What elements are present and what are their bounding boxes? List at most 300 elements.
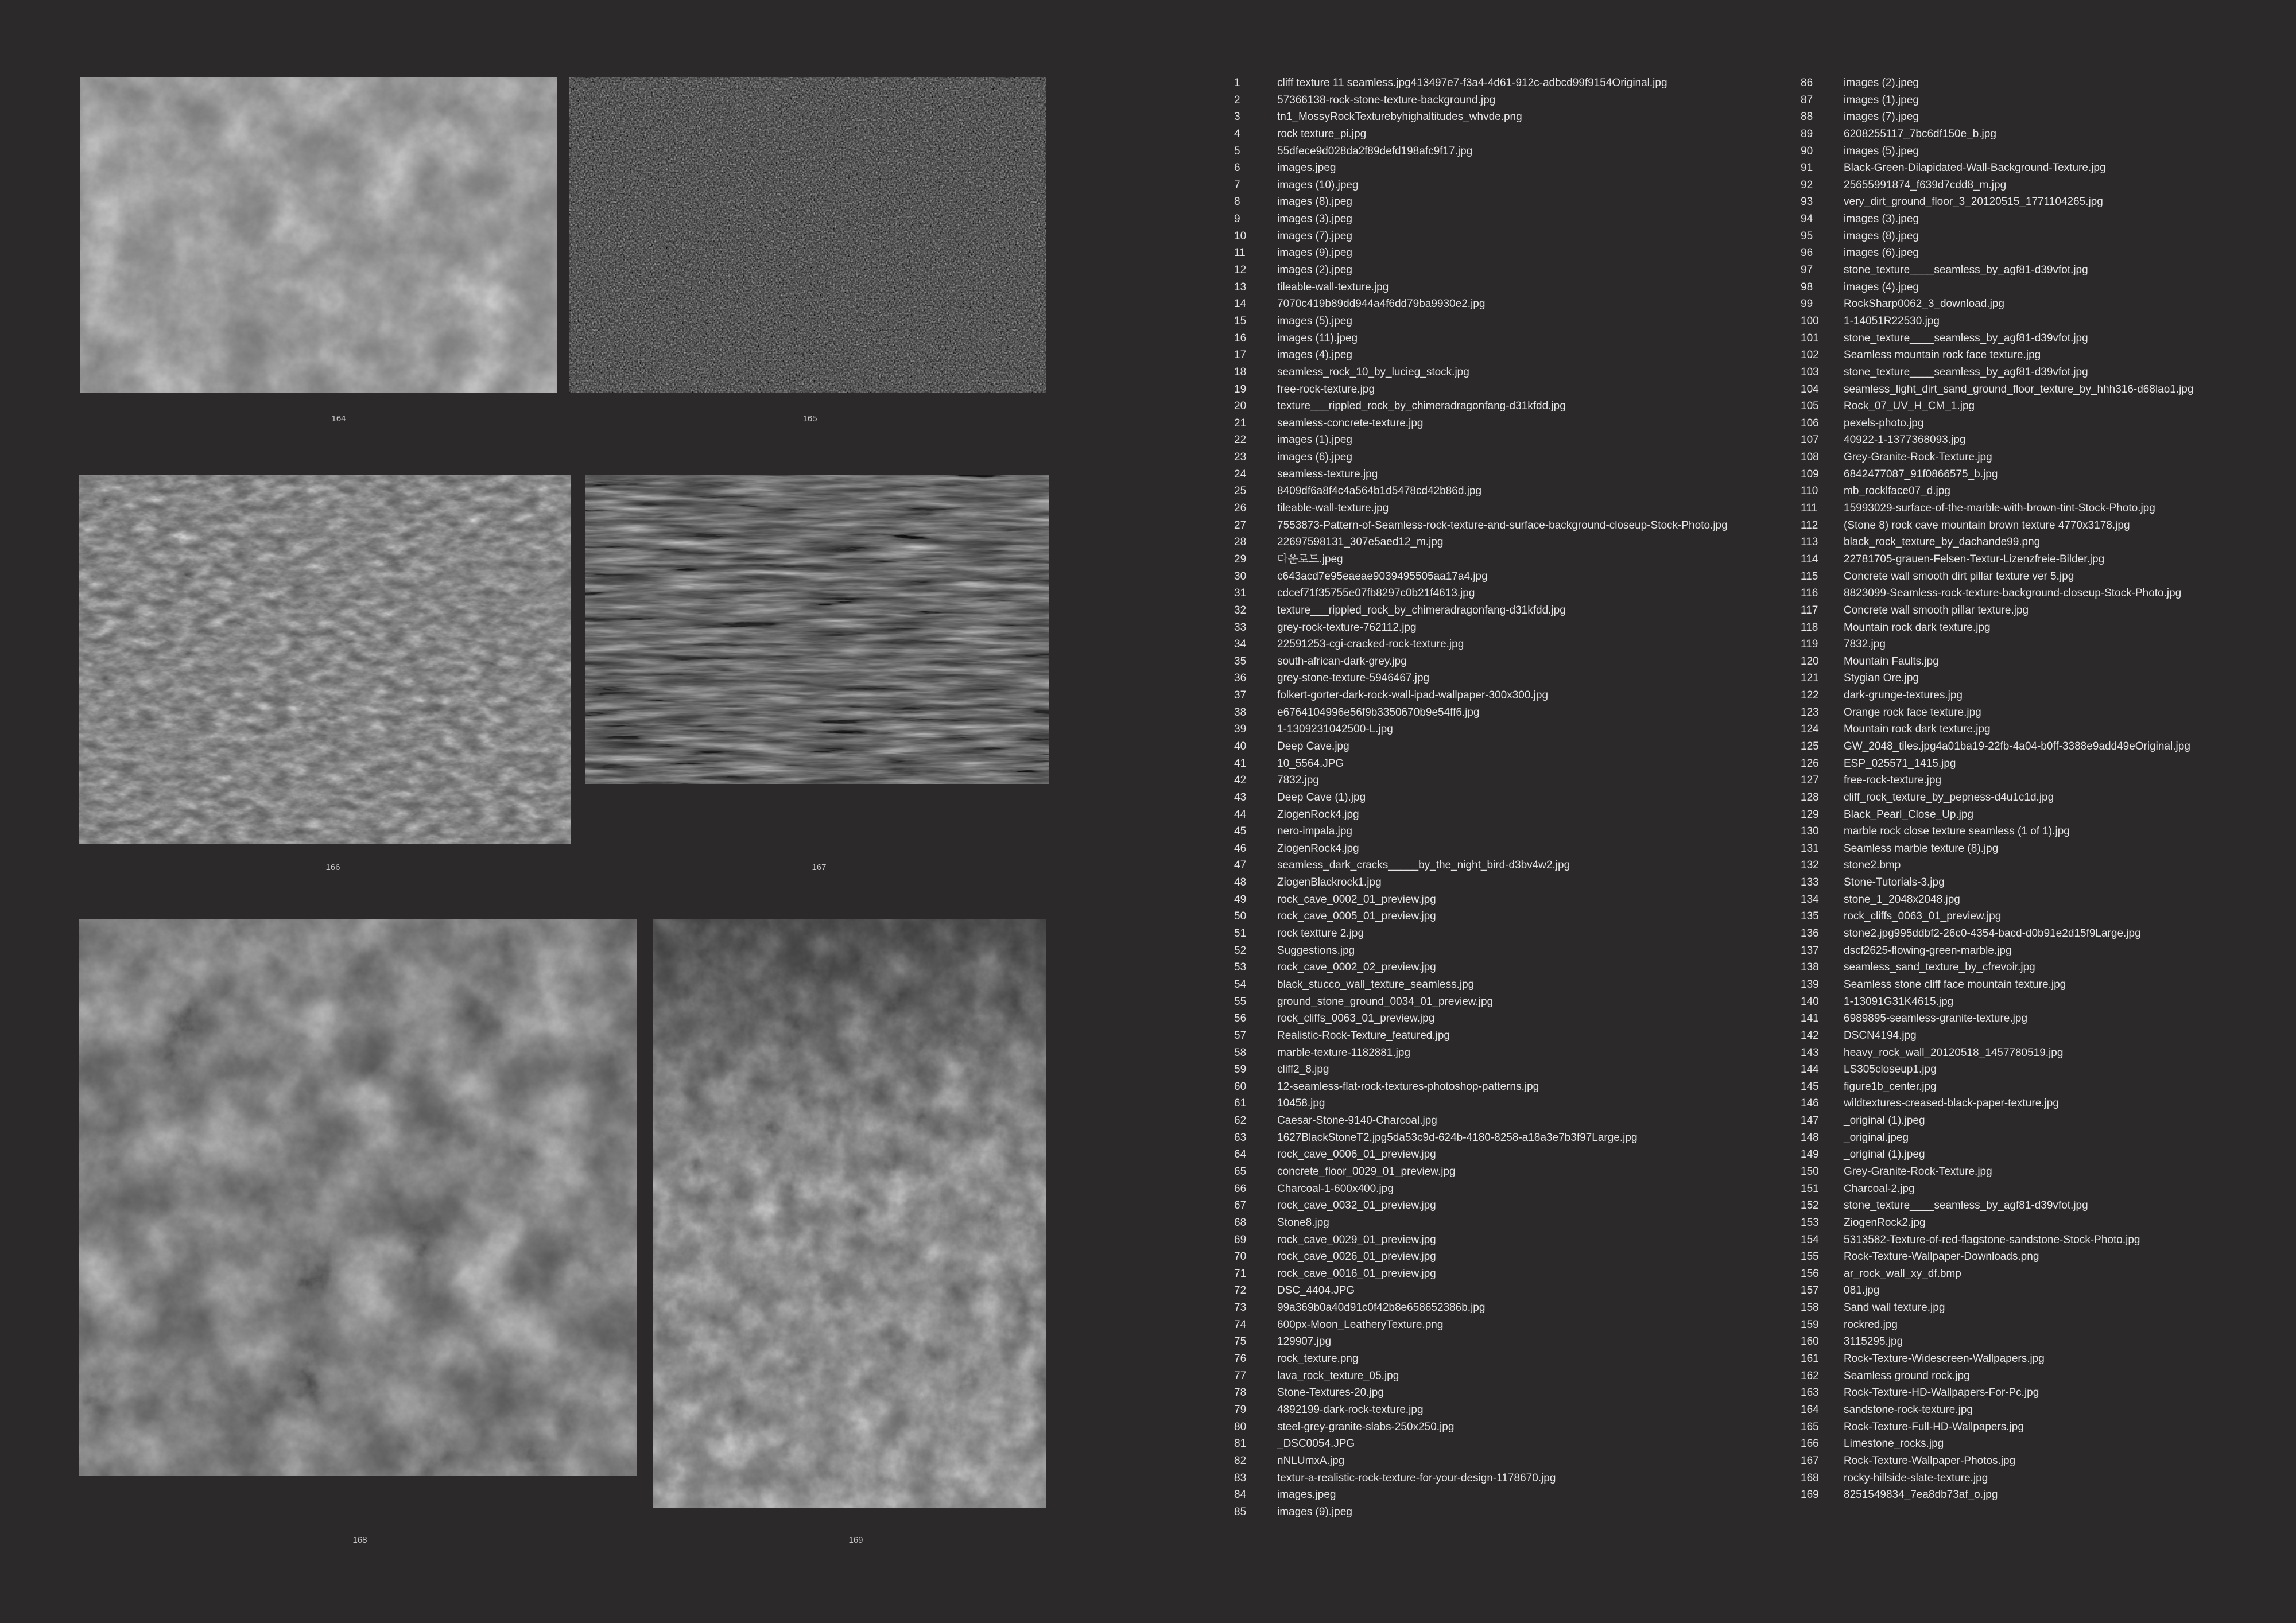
index-entry-number: 109 (1801, 468, 1819, 480)
index-entry (1801, 840, 2194, 857)
index-entry (1801, 755, 2194, 772)
index-entry-number: 141 (1801, 1012, 1819, 1025)
index-entry-number: 117 (1801, 604, 1818, 616)
index-entry-number: 12 (1234, 264, 1247, 277)
index-entry (1801, 1163, 2194, 1181)
plate-164-caption: 164 (331, 414, 346, 424)
index-entry-filename: sandstone-rock-texture.jpg (1844, 1403, 1973, 1416)
index-entry-filename: images (3).jpeg (1844, 213, 1919, 226)
index-entry (1801, 976, 2194, 993)
index-entry-number: 10 (1234, 230, 1247, 242)
index-entry (1234, 1232, 1728, 1249)
index-entry-number: 165 (1801, 1420, 1819, 1433)
index-entry (1801, 228, 2194, 245)
index-entry-filename: ESP_025571_1415.jpg (1844, 757, 1956, 770)
index-entry-number: 102 (1801, 349, 1819, 362)
index-entry (1801, 602, 2194, 619)
index-entry-number: 152 (1801, 1199, 1819, 1212)
index-entry-filename: 6842477087_91f0866575_b.jpg (1844, 468, 1998, 480)
index-entry-number: 157 (1801, 1284, 1819, 1297)
index-entry (1801, 92, 2194, 109)
index-entry (1801, 126, 2194, 143)
index-entry-filename: free-rock-texture.jpg (1844, 774, 1942, 787)
index-entry (1234, 789, 1728, 806)
index-entry-filename: Stone-Tutorials-3.jpg (1844, 876, 1945, 889)
index-entry-number: 83 (1234, 1471, 1247, 1484)
index-entry-filename: images (9).jpeg (1277, 247, 1352, 259)
index-entry-number: 46 (1234, 842, 1247, 855)
index-entry-number: 47 (1234, 859, 1247, 872)
index-entry-filename: _original (1).jpeg (1844, 1115, 1925, 1127)
index-entry-number: 26 (1234, 502, 1247, 515)
index-entry-number: 136 (1801, 927, 1819, 940)
index-entry-number: 85 (1234, 1505, 1247, 1518)
index-entry-number: 60 (1234, 1080, 1247, 1093)
index-entry-number: 161 (1801, 1353, 1819, 1365)
index-entry (1234, 1027, 1728, 1045)
index-entry-filename: Rock-Texture-Widescreen-Wallpapers.jpg (1844, 1353, 2045, 1365)
index-entry (1234, 738, 1728, 755)
index-entry-filename: 22591253-cgi-cracked-rock-texture.jpg (1277, 638, 1464, 651)
index-entry-filename: ar_rock_wall_xy_df.bmp (1844, 1267, 1961, 1280)
index-entry-filename: Orange rock face texture.jpg (1844, 706, 1981, 719)
index-entry (1801, 670, 2194, 687)
index-entry (1801, 500, 2194, 517)
index-entry (1234, 398, 1728, 415)
index-entry-number: 134 (1801, 893, 1819, 906)
index-entry (1234, 1095, 1728, 1112)
index-entry (1801, 1129, 2194, 1147)
index-entry (1234, 483, 1728, 500)
index-entry-number: 148 (1801, 1131, 1819, 1144)
index-entry-filename: 99a369b0a40d91c0f42b8e658652386b.jpg (1277, 1302, 1486, 1314)
index-entry-filename: stone_1_2048x2048.jpg (1844, 893, 1960, 906)
index-entry-filename: 55dfece9d028da2f89defd198afc9f17.jpg (1277, 145, 1473, 157)
index-entry (1234, 1317, 1728, 1334)
index-entry-filename: texture___rippled_rock_by_chimeradragonfang-d31kfdd.jpg (1277, 604, 1566, 616)
index-entry (1801, 517, 2194, 534)
index-entry-number: 139 (1801, 978, 1819, 991)
index-entry-filename: lava_rock_texture_05.jpg (1277, 1369, 1399, 1382)
index-entry (1234, 585, 1728, 602)
index-entry-filename: rock_cliffs_0063_01_preview.jpg (1844, 910, 2002, 923)
plate-165-texture (569, 77, 1046, 393)
index-entry (1234, 1214, 1728, 1232)
index-entry-filename: 1-1309231042500-L.jpg (1277, 723, 1393, 736)
index-entry (1234, 1368, 1728, 1385)
index-entry-number: 92 (1801, 178, 1813, 191)
index-entry (1801, 534, 2194, 551)
plate-168-texture (79, 919, 637, 1476)
index-entry (1234, 466, 1728, 483)
index-entry (1801, 721, 2194, 738)
index-entry (1801, 1214, 2194, 1232)
index-entry (1801, 364, 2194, 381)
index-entry (1801, 1045, 2194, 1062)
index-entry-filename: Concrete wall smooth pillar texture.jpg (1844, 604, 2029, 616)
index-entry-filename: images (6).jpeg (1277, 451, 1352, 464)
plate-165-caption: 165 (802, 414, 817, 424)
index-entry-number: 33 (1234, 621, 1247, 634)
index-entry (1801, 1350, 2194, 1368)
index-entry-number: 31 (1234, 587, 1247, 600)
index-entry-filename: rock texture_pi.jpg (1277, 127, 1367, 140)
index-entry-filename: Charcoal-2.jpg (1844, 1182, 1915, 1195)
index-entry-filename: marble-texture-1182881.jpg (1277, 1046, 1411, 1059)
index-entry-number: 2 (1234, 94, 1240, 106)
index-entry-number: 127 (1801, 774, 1819, 787)
index-entry-number: 160 (1801, 1335, 1819, 1348)
index-entry-number: 42 (1234, 774, 1247, 787)
index-entry-filename: Grey-Granite-Rock-Texture.jpg (1844, 451, 1992, 464)
index-entry-number: 129 (1801, 808, 1819, 821)
index-entry (1801, 1027, 2194, 1045)
index-entry-filename: images (7).jpeg (1844, 111, 1919, 123)
index-entry (1234, 432, 1728, 449)
index-entry-filename: grey-rock-texture-762112.jpg (1277, 621, 1417, 634)
index-entry-number: 35 (1234, 655, 1247, 667)
index-entry-number: 116 (1801, 587, 1818, 600)
index-entry (1234, 262, 1728, 279)
index-entry-filename: tileable-wall-texture.jpg (1277, 502, 1389, 515)
plate-167-texture (585, 475, 1049, 784)
index-entry-filename: rocky-hillside-slate-texture.jpg (1844, 1471, 1988, 1484)
index-entry (1234, 1197, 1728, 1214)
index-entry (1801, 398, 2194, 415)
index-entry-number: 166 (1801, 1438, 1819, 1450)
index-entry (1801, 1486, 2194, 1504)
index-entry (1234, 568, 1728, 585)
index-entry-number: 159 (1801, 1318, 1819, 1331)
index-entry (1234, 1129, 1728, 1147)
index-entry-filename: seamless_dark_cracks_____by_the_night_bird-d3bv4w2.jpg (1277, 859, 1570, 872)
index-entry-number: 14 (1234, 298, 1247, 310)
index-entry-number: 101 (1801, 332, 1819, 344)
index-entry-number: 111 (1801, 502, 1817, 515)
index-entry-number: 99 (1801, 298, 1813, 310)
index-entry-filename: rock_cave_0029_01_preview.jpg (1277, 1233, 1436, 1246)
index-entry-number: 98 (1801, 281, 1813, 293)
index-entry-number: 96 (1801, 247, 1813, 259)
index-entry-filename: tn1_MossyRockTexturebyhighaltitudes_whvde.png (1277, 111, 1522, 123)
index-entry-number: 8 (1234, 196, 1240, 208)
index-entry-filename: rock_cave_0026_01_preview.jpg (1277, 1251, 1436, 1263)
index-entry (1234, 1504, 1728, 1521)
index-entry-number: 82 (1234, 1454, 1247, 1467)
index-entry-number: 124 (1801, 723, 1819, 736)
index-entry-number: 57 (1234, 1029, 1247, 1042)
index-entry-number: 146 (1801, 1097, 1819, 1110)
index-entry-number: 63 (1234, 1131, 1247, 1144)
index-entry (1234, 806, 1728, 824)
index-entry-number: 106 (1801, 417, 1819, 429)
index-entry-filename: rockred.jpg (1844, 1318, 1898, 1331)
index-entry-filename: Deep Cave (1).jpg (1277, 791, 1366, 803)
index-entry (1801, 874, 2194, 891)
index-entry (1801, 1435, 2194, 1453)
index-entry-number: 61 (1234, 1097, 1247, 1110)
index-entry (1234, 602, 1728, 619)
index-entry-number: 48 (1234, 876, 1247, 889)
index-entry-number: 169 (1801, 1489, 1819, 1501)
index-entry-number: 30 (1234, 570, 1247, 583)
index-entry (1234, 1299, 1728, 1317)
index-entry-number: 56 (1234, 1012, 1247, 1025)
index-entry-filename: 7553873-Pattern-of-Seamless-rock-texture-and-surface-background-closeup-Stock-Photo.jpg (1277, 519, 1728, 531)
index-entry-filename: dscf2625-flowing-green-marble.jpg (1844, 944, 2012, 957)
index-entry (1234, 1350, 1728, 1368)
index-entry-number: 75 (1234, 1335, 1247, 1348)
index-entry-filename: stone_texture____seamless_by_agf81-d39vfot.jpg (1844, 332, 2088, 344)
index-entry-filename: rock_cliffs_0063_01_preview.jpg (1277, 1012, 1435, 1025)
index-entry-number: 23 (1234, 451, 1247, 464)
index-entry (1801, 1317, 2194, 1334)
index-entry-number: 41 (1234, 757, 1247, 770)
index-entry (1234, 976, 1728, 993)
index-entry-number: 79 (1234, 1403, 1247, 1416)
index-entry-number: 167 (1801, 1454, 1819, 1467)
index-entry-filename: 600px-Moon_LeatheryTexture.png (1277, 1318, 1444, 1331)
index-entry-number: 126 (1801, 757, 1819, 770)
image-index-column-2 (1801, 75, 2194, 1504)
index-entry-number: 49 (1234, 893, 1247, 906)
index-entry (1234, 347, 1728, 364)
index-entry (1234, 1470, 1728, 1487)
index-entry-filename: texture___rippled_rock_by_chimeradragonfang-d31kfdd.jpg (1277, 400, 1566, 413)
index-entry-number: 142 (1801, 1029, 1819, 1042)
index-entry-filename: Rock-Texture-HD-Wallpapers-For-Pc.jpg (1844, 1387, 2039, 1399)
index-entry (1801, 483, 2194, 500)
index-entry-number: 103 (1801, 366, 1819, 378)
index-entry (1801, 262, 2194, 279)
index-entry-filename: 3115295.jpg (1844, 1335, 1903, 1348)
index-entry (1801, 1470, 2194, 1487)
index-entry-number: 71 (1234, 1267, 1247, 1280)
index-entry-filename: Stone-Textures-20.jpg (1277, 1387, 1384, 1399)
index-entry-filename: 8409df6a8f4c4a564b1d5478cd42b86d.jpg (1277, 485, 1482, 498)
index-entry (1801, 1181, 2194, 1198)
index-entry (1234, 823, 1728, 840)
index-entry (1234, 1282, 1728, 1299)
index-entry (1234, 670, 1728, 687)
index-entry-number: 54 (1234, 978, 1247, 991)
index-entry (1234, 993, 1728, 1011)
index-entry (1801, 636, 2194, 653)
index-entry-filename: ZiogenBlackrock1.jpg (1277, 876, 1382, 889)
index-entry (1801, 806, 2194, 824)
index-entry-number: 125 (1801, 740, 1819, 752)
index-entry-filename: Black-Green-Dilapidated-Wall-Background-Texture.jpg (1844, 162, 2106, 174)
index-entry-number: 145 (1801, 1080, 1819, 1093)
index-entry-number: 55 (1234, 995, 1247, 1008)
index-entry (1234, 687, 1728, 704)
index-entry (1801, 1299, 2194, 1317)
index-entry-number: 77 (1234, 1369, 1247, 1382)
index-entry-filename: dark-grunge-textures.jpg (1844, 689, 1963, 702)
index-entry (1801, 1453, 2194, 1470)
index-entry-filename: ZiogenRock4.jpg (1277, 842, 1359, 855)
index-entry (1801, 313, 2194, 330)
index-entry (1234, 1401, 1728, 1419)
index-entry-filename: black_stucco_wall_texture_seamless.jpg (1277, 978, 1475, 991)
index-entry (1801, 1112, 2194, 1129)
index-entry (1234, 1333, 1728, 1350)
index-entry-filename: pexels-photo.jpg (1844, 417, 1924, 429)
index-entry-filename: images (4).jpeg (1844, 281, 1919, 293)
index-entry-number: 119 (1801, 638, 1818, 651)
index-entry (1801, 1282, 2194, 1299)
index-entry (1801, 160, 2194, 177)
index-entry (1801, 296, 2194, 313)
index-entry-filename: 8251549834_7ea8db73af_o.jpg (1844, 1489, 1998, 1501)
index-entry-number: 114 (1801, 553, 1818, 565)
index-entry-number: 155 (1801, 1251, 1819, 1263)
index-entry-number: 118 (1801, 621, 1818, 634)
index-entry-filename: textur-a-realistic-rock-texture-for-your-design-1178670.jpg (1277, 1471, 1556, 1484)
index-entry-filename: very_dirt_ground_floor_3_20120515_1771104265.jpg (1844, 196, 2103, 208)
index-entry-number: 88 (1801, 111, 1813, 123)
index-entry-filename: images (1).jpeg (1277, 434, 1352, 446)
index-entry (1801, 1146, 2194, 1163)
index-entry (1801, 551, 2194, 568)
index-entry-filename: LS305closeup1.jpg (1844, 1063, 1937, 1076)
index-entry-number: 76 (1234, 1353, 1247, 1365)
plate-164-texture (80, 77, 557, 393)
index-entry-filename: rock textture 2.jpg (1277, 927, 1364, 940)
plate-166-photo (79, 475, 571, 844)
index-entry-number: 105 (1801, 400, 1819, 413)
index-entry-filename: heavy_rock_wall_20120518_1457780519.jpg (1844, 1046, 2064, 1059)
index-entry-filename: images (2).jpeg (1277, 264, 1352, 277)
index-entry (1234, 619, 1728, 636)
index-entry (1234, 959, 1728, 976)
index-entry-filename: Black_Pearl_Close_Up.jpg (1844, 808, 1974, 821)
index-entry-filename: 5313582-Texture-of-red-flagstone-sandstone-Stock-Photo.jpg (1844, 1233, 2140, 1246)
index-entry-filename: 15993029-surface-of-the-marble-with-brown-tint-Stock-Photo.jpg (1844, 502, 2155, 515)
plate-169-photo (653, 919, 1046, 1508)
index-entry-filename: 6208255117_7bc6df150e_b.jpg (1844, 127, 1996, 140)
index-entry-number: 6 (1234, 162, 1240, 174)
index-entry-filename: 7832.jpg (1844, 638, 1886, 651)
plate-169-caption: 169 (848, 1535, 863, 1545)
index-entry-filename: stone_texture____seamless_by_agf81-d39vfot.jpg (1844, 366, 2088, 378)
index-entry-filename: marble rock close texture seamless (1 of 1).jpg (1844, 825, 2070, 838)
index-entry (1234, 330, 1728, 347)
index-entry-filename: 10458.jpg (1277, 1097, 1325, 1110)
index-entry (1234, 143, 1728, 160)
index-entry (1234, 1265, 1728, 1283)
index-entry (1234, 908, 1728, 925)
index-entry-number: 15 (1234, 314, 1247, 327)
index-entry-filename: (Stone 8) rock cave mountain brown texture 4770x3178.jpg (1844, 519, 2130, 531)
index-entry-filename: Grey-Granite-Rock-Texture.jpg (1844, 1166, 1992, 1178)
index-entry-filename: tileable-wall-texture.jpg (1277, 281, 1389, 293)
index-entry-number: 74 (1234, 1318, 1247, 1331)
index-entry-filename: folkert-gorter-dark-rock-wall-ipad-wallpaper-300x300.jpg (1277, 689, 1549, 702)
index-entry-number: 93 (1801, 196, 1813, 208)
index-entry (1801, 823, 2194, 840)
index-entry (1801, 908, 2194, 925)
plate-166-caption: 166 (325, 863, 340, 872)
index-entry (1801, 1010, 2194, 1027)
index-entry-number: 147 (1801, 1115, 1819, 1127)
index-entry-filename: rock_cave_0016_01_preview.jpg (1277, 1267, 1436, 1280)
index-entry-filename: Charcoal-1-600x400.jpg (1277, 1182, 1394, 1195)
index-entry (1801, 891, 2194, 908)
index-entry-filename: images (11).jpeg (1277, 332, 1358, 344)
index-entry-filename: images (8).jpeg (1277, 196, 1352, 208)
index-entry-number: 20 (1234, 400, 1247, 413)
index-entry (1801, 466, 2194, 483)
index-entry (1234, 1453, 1728, 1470)
index-entry-number: 151 (1801, 1182, 1819, 1195)
index-entry-filename: images (5).jpeg (1844, 145, 1919, 157)
index-entry (1234, 415, 1728, 432)
index-entry-number: 40 (1234, 740, 1247, 752)
index-entry (1801, 687, 2194, 704)
index-entry (1801, 1061, 2194, 1078)
index-entry-filename: black_rock_texture_by_dachande99.png (1844, 536, 2041, 549)
index-entry-filename: rock_cave_0005_01_preview.jpg (1277, 910, 1436, 923)
index-entry-filename: Rock-Texture-Wallpaper-Downloads.png (1844, 1251, 2039, 1263)
index-entry-filename: 1-13091G31K4615.jpg (1844, 995, 1954, 1008)
index-entry-filename: ZiogenRock4.jpg (1277, 808, 1359, 821)
index-entry-filename: 57366138-rock-stone-texture-background.jpg (1277, 94, 1496, 106)
index-entry (1801, 211, 2194, 228)
index-entry-number: 65 (1234, 1166, 1247, 1178)
index-entry-number: 120 (1801, 655, 1819, 667)
index-entry-number: 149 (1801, 1148, 1819, 1161)
index-entry-filename: seamless-texture.jpg (1277, 468, 1378, 480)
index-entry-filename: 081.jpg (1844, 1284, 1880, 1297)
index-entry-number: 89 (1801, 127, 1813, 140)
index-entry-filename: Suggestions.jpg (1277, 944, 1355, 957)
index-entry (1234, 160, 1728, 177)
index-entry-filename: images (6).jpeg (1844, 247, 1919, 259)
index-entry-number: 131 (1801, 842, 1819, 855)
index-entry-filename: seamless_light_dirt_sand_ground_floor_texture_by_hhh316-d68lao1.jpg (1844, 383, 2194, 395)
index-entry-filename: south-african-dark-grey.jpg (1277, 655, 1407, 667)
index-entry-filename: Rock-Texture-Full-HD-Wallpapers.jpg (1844, 1420, 2024, 1433)
index-entry-filename: rock_cave_0032_01_preview.jpg (1277, 1199, 1436, 1212)
index-entry-number: 78 (1234, 1387, 1247, 1399)
index-entry-filename: 4892199-dark-rock-texture.jpg (1277, 1403, 1424, 1416)
index-entry-filename: ground_stone_ground_0034_01_preview.jpg (1277, 995, 1494, 1008)
index-entry (1234, 244, 1728, 262)
index-entry-number: 29 (1234, 553, 1247, 565)
index-entry-number: 153 (1801, 1216, 1819, 1229)
index-entry-filename: Concrete wall smooth dirt pillar texture ver 5.jpg (1844, 570, 2074, 583)
index-entry-number: 143 (1801, 1046, 1819, 1059)
index-entry-filename: rock_cave_0002_01_preview.jpg (1277, 893, 1436, 906)
index-entry-filename: cdcef71f35755e07fb8297c0b21f4613.jpg (1277, 587, 1475, 600)
index-entry (1234, 755, 1728, 772)
index-entry-filename: c643acd7e95eaeae9039495505aa17a4.jpg (1277, 570, 1488, 583)
index-entry-number: 66 (1234, 1182, 1247, 1195)
index-entry (1234, 517, 1728, 534)
index-entry-filename: Seamless mountain rock face texture.jpg (1844, 349, 2041, 362)
index-entry-filename: rock_texture.png (1277, 1353, 1359, 1365)
index-entry-filename: Sand wall texture.jpg (1844, 1302, 1945, 1314)
index-entry-number: 28 (1234, 536, 1247, 549)
index-entry (1234, 296, 1728, 313)
index-entry-number: 38 (1234, 706, 1247, 719)
index-entry (1801, 1384, 2194, 1401)
index-entry-number: 68 (1234, 1216, 1247, 1229)
index-entry-filename: Seamless ground rock.jpg (1844, 1369, 1970, 1382)
index-entry-number: 18 (1234, 366, 1247, 378)
plate-169-texture (653, 919, 1046, 1508)
